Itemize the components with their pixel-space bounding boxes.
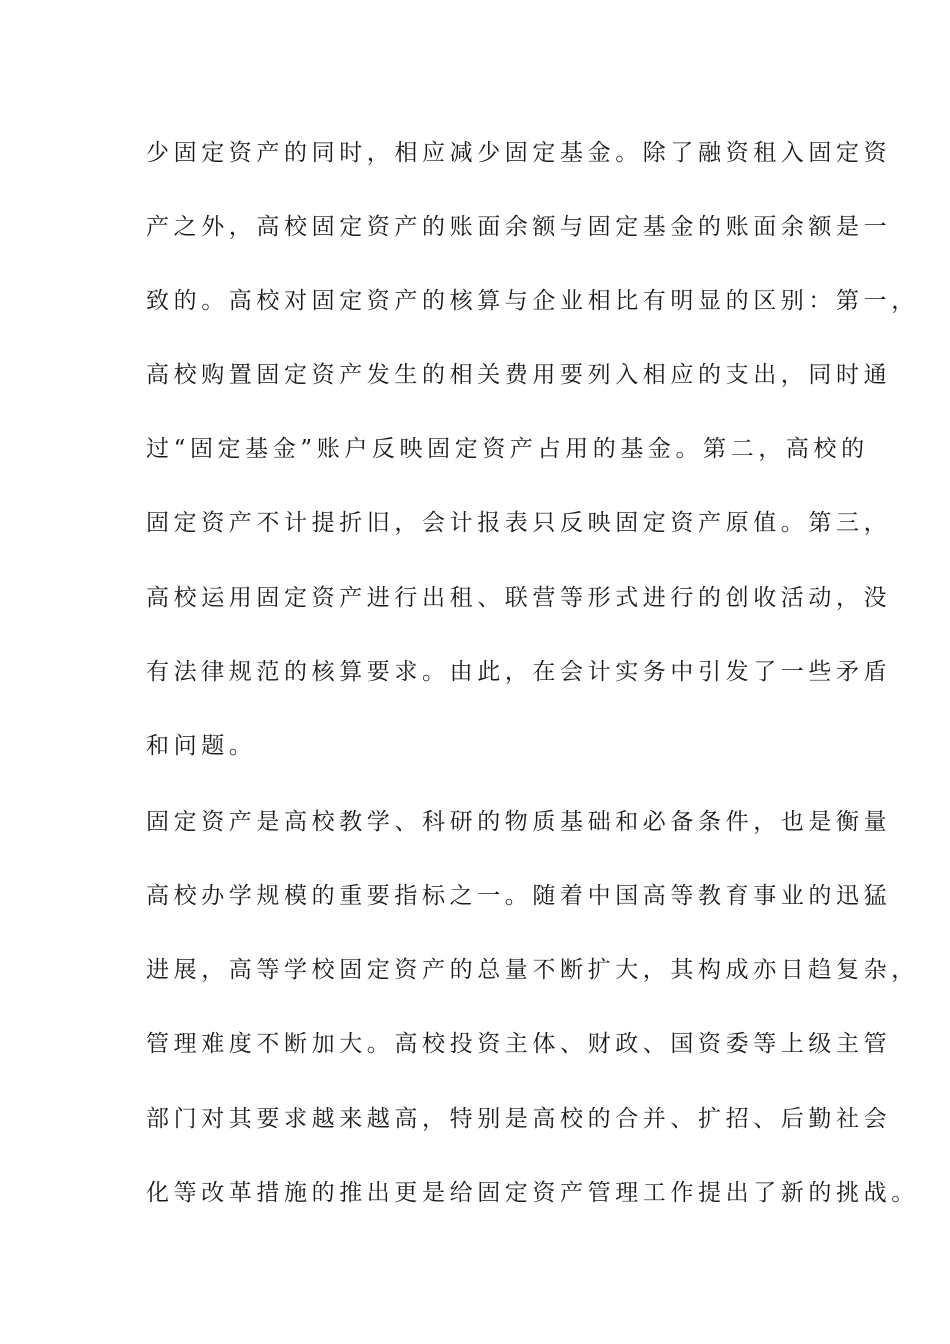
text-line: 进展，高等学校固定资产的总量不断扩大，其构成亦日趋复杂， — [146, 957, 919, 983]
text-line: 化等改革措施的推出更是给固定资产管理工作提出了新的挑战。 — [146, 1180, 919, 1206]
text-line: 高校办学规模的重要指标之一。随着中国高等教育事业的迅猛 — [146, 883, 892, 909]
text-line: 高校运用固定资产进行出租、联营等形式进行的创收活动，没 — [146, 585, 892, 611]
text-line: 过“固定基金”账户反映固定资产占用的基金。第二，高校的 — [146, 436, 869, 462]
text-line: 部门对其要求越来越高，特别是高校的合并、扩招、后勤社会 — [146, 1106, 892, 1132]
text-line: 固定资产是高校教学、科研的物质基础和必备条件，也是衡量 — [146, 809, 892, 835]
text-line: 管理难度不断加大。高校投资主体、财政、国资委等上级主管 — [146, 1031, 892, 1057]
text-line: 产之外，高校固定资产的账面余额与固定基金的账面余额是一 — [146, 214, 892, 240]
text-line: 致的。高校对固定资产的核算与企业相比有明显的区别：第一， — [146, 288, 919, 314]
text-line: 少固定资产的同时，相应减少固定基金。除了融资租入固定资 — [146, 140, 892, 166]
text-line: 有法律规范的核算要求。由此，在会计实务中引发了一些矛盾 — [146, 659, 892, 685]
text-line: 和问题。 — [146, 733, 257, 759]
text-line: 固定资产不计提折旧，会计报表只反映固定资产原值。第三， — [146, 510, 892, 536]
text-line: 高校购置固定资产发生的相关费用要列入相应的支出，同时通 — [146, 362, 892, 388]
